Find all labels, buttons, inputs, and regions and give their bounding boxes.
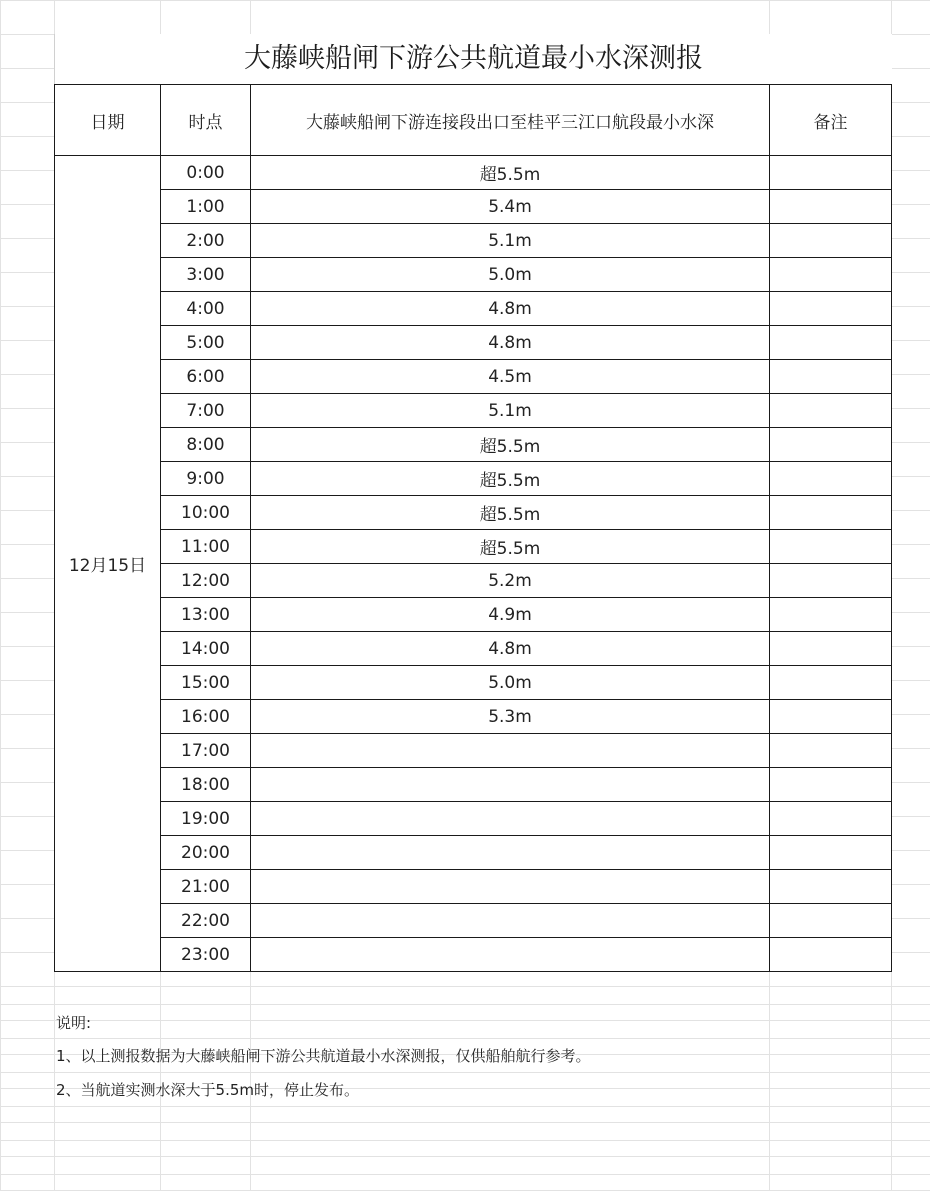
depth-cell[interactable]: [251, 768, 770, 802]
remark-cell[interactable]: [770, 734, 892, 768]
time-cell[interactable]: 20:00: [161, 836, 251, 870]
depth-cell[interactable]: [251, 734, 770, 768]
page-title: 大藤峡船闸下游公共航道最小水深测报: [54, 34, 892, 84]
header-remark[interactable]: 备注: [770, 85, 892, 156]
remark-cell[interactable]: [770, 428, 892, 462]
depth-cell[interactable]: 5.1m: [251, 394, 770, 428]
time-cell[interactable]: 22:00: [161, 904, 251, 938]
depth-cell[interactable]: 5.0m: [251, 666, 770, 700]
depth-cell[interactable]: 超5.5m: [251, 428, 770, 462]
depth-cell[interactable]: [251, 904, 770, 938]
table-row: [55, 904, 892, 938]
table-row: [55, 836, 892, 870]
time-cell[interactable]: 18:00: [161, 768, 251, 802]
remark-cell[interactable]: [770, 326, 892, 360]
time-cell[interactable]: 19:00: [161, 802, 251, 836]
table-body: [55, 156, 892, 972]
table-row: [55, 734, 892, 768]
table-row: [55, 190, 892, 224]
depth-cell[interactable]: 5.0m: [251, 258, 770, 292]
remark-cell[interactable]: [770, 768, 892, 802]
depth-cell[interactable]: 4.8m: [251, 326, 770, 360]
depth-cell[interactable]: [251, 836, 770, 870]
time-cell[interactable]: 2:00: [161, 224, 251, 258]
table-row: [55, 496, 892, 530]
date-cell[interactable]: 12月15日: [55, 156, 161, 972]
grid-row-line: [0, 1174, 930, 1175]
depth-cell[interactable]: 超5.5m: [251, 530, 770, 564]
time-cell[interactable]: 10:00: [161, 496, 251, 530]
notes-heading: 说明:: [56, 1014, 92, 1032]
notes-line-1: 1、以上测报数据为大藤峡船闸下游公共航道最小水深测报，仅供船舶航行参考。: [56, 1047, 591, 1065]
depth-cell[interactable]: 4.9m: [251, 598, 770, 632]
table-row: [55, 326, 892, 360]
remark-cell[interactable]: [770, 292, 892, 326]
remark-cell[interactable]: [770, 190, 892, 224]
table-row: [55, 768, 892, 802]
header-row: [55, 85, 892, 156]
remark-cell[interactable]: [770, 938, 892, 972]
remark-cell[interactable]: [770, 598, 892, 632]
table-row: [55, 938, 892, 972]
table-row: [55, 666, 892, 700]
remark-cell[interactable]: [770, 632, 892, 666]
header-depth[interactable]: 大藤峡船闸下游连接段出口至桂平三江口航段最小水深: [251, 85, 770, 156]
table-row: [55, 428, 892, 462]
remark-cell[interactable]: [770, 700, 892, 734]
depth-cell[interactable]: 5.4m: [251, 190, 770, 224]
time-cell[interactable]: 16:00: [161, 700, 251, 734]
time-cell[interactable]: 17:00: [161, 734, 251, 768]
table-row: [55, 632, 892, 666]
depth-cell[interactable]: 4.5m: [251, 360, 770, 394]
time-cell[interactable]: 6:00: [161, 360, 251, 394]
depth-cell[interactable]: 5.2m: [251, 564, 770, 598]
time-cell[interactable]: 9:00: [161, 462, 251, 496]
remark-cell[interactable]: [770, 462, 892, 496]
time-cell[interactable]: 14:00: [161, 632, 251, 666]
water-depth-table: [54, 84, 892, 972]
grid-row-line: [0, 1004, 930, 1005]
remark-cell[interactable]: [770, 360, 892, 394]
remark-cell[interactable]: [770, 394, 892, 428]
header-date[interactable]: 日期: [55, 85, 161, 156]
table-row: [55, 870, 892, 904]
time-cell[interactable]: 0:00: [161, 156, 251, 190]
grid-row-line: [0, 1038, 930, 1039]
time-cell[interactable]: 15:00: [161, 666, 251, 700]
table-row: [55, 360, 892, 394]
table-row: [55, 802, 892, 836]
remark-cell[interactable]: [770, 496, 892, 530]
notes-line-2: 2、当航道实测水深大于5.5m时，停止发布。: [56, 1081, 360, 1099]
remark-cell[interactable]: [770, 666, 892, 700]
depth-cell[interactable]: 4.8m: [251, 632, 770, 666]
depth-cell[interactable]: 5.1m: [251, 224, 770, 258]
depth-cell[interactable]: 超5.5m: [251, 496, 770, 530]
depth-cell[interactable]: 5.3m: [251, 700, 770, 734]
remark-cell[interactable]: [770, 564, 892, 598]
depth-cell[interactable]: 超5.5m: [251, 156, 770, 190]
remark-cell[interactable]: [770, 530, 892, 564]
remark-cell[interactable]: [770, 258, 892, 292]
table-row: [55, 598, 892, 632]
table-row: [55, 530, 892, 564]
table-row: [55, 564, 892, 598]
header-time[interactable]: 时点: [161, 85, 251, 156]
remark-cell[interactable]: [770, 224, 892, 258]
grid-row-line: [0, 1140, 930, 1141]
time-cell[interactable]: 21:00: [161, 870, 251, 904]
depth-cell[interactable]: [251, 870, 770, 904]
table-row: [55, 462, 892, 496]
depth-cell[interactable]: 4.8m: [251, 292, 770, 326]
time-cell[interactable]: 13:00: [161, 598, 251, 632]
depth-cell[interactable]: [251, 802, 770, 836]
remark-cell[interactable]: [770, 156, 892, 190]
table-row: [55, 258, 892, 292]
remark-cell[interactable]: [770, 802, 892, 836]
time-cell[interactable]: 11:00: [161, 530, 251, 564]
table-row: [55, 700, 892, 734]
table-row: [55, 224, 892, 258]
table-row: [55, 156, 892, 190]
time-cell[interactable]: 3:00: [161, 258, 251, 292]
table-row: [55, 394, 892, 428]
time-cell[interactable]: 1:00: [161, 190, 251, 224]
remark-cell[interactable]: [770, 904, 892, 938]
depth-cell[interactable]: 超5.5m: [251, 462, 770, 496]
time-cell[interactable]: 5:00: [161, 326, 251, 360]
remark-cell[interactable]: [770, 836, 892, 870]
time-cell[interactable]: 12:00: [161, 564, 251, 598]
grid-row-line: [0, 1072, 930, 1073]
time-cell[interactable]: 7:00: [161, 394, 251, 428]
time-cell[interactable]: 23:00: [161, 938, 251, 972]
time-cell[interactable]: 4:00: [161, 292, 251, 326]
grid-row-line: [0, 1106, 930, 1107]
table-row: [55, 292, 892, 326]
depth-cell[interactable]: [251, 938, 770, 972]
remark-cell[interactable]: [770, 870, 892, 904]
time-cell[interactable]: 8:00: [161, 428, 251, 462]
